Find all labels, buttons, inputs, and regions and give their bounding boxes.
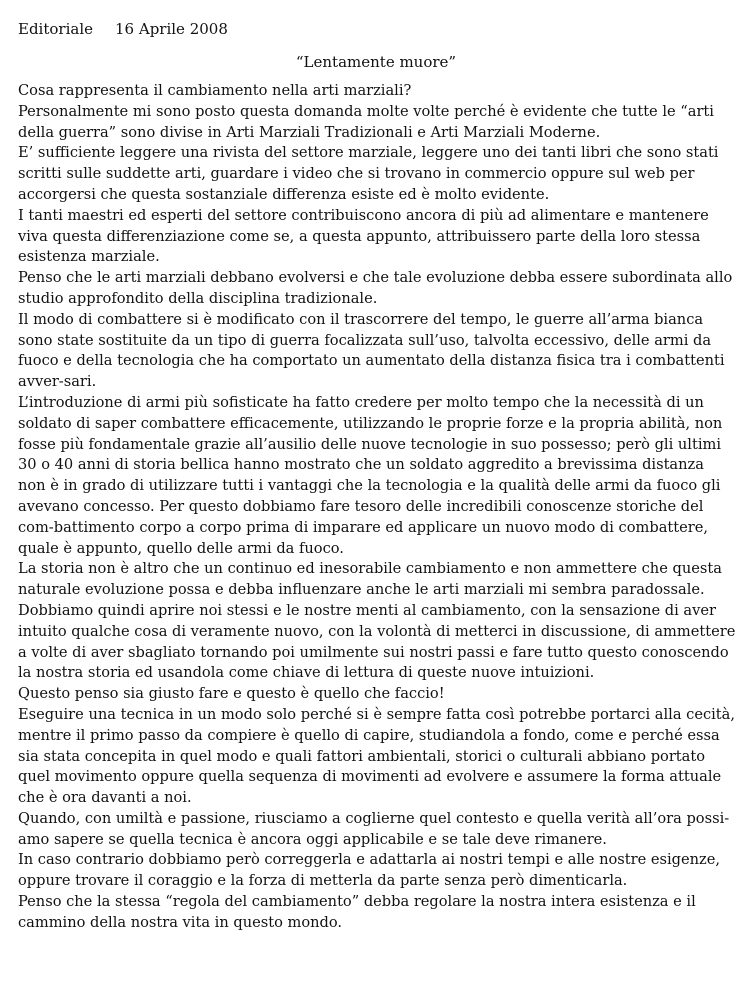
paragraph: Questo penso sia giusto fare e questo è quello che faccio! <box>18 685 445 703</box>
editorial-header <box>18 19 228 39</box>
publication-date: 16 Aprile 2008 <box>115 20 228 38</box>
article-body <box>18 81 736 934</box>
paragraph: Quando, con umiltà e passione, riusciamo a coglierne quel contesto e quella verità all’ora possi-amo sapere se quella tecnica è ancora oggi applicabile e se tale deve rimanere. <box>18 809 730 848</box>
paragraph: Penso che la stessa “regola del cambiamento” debba regolare la nostra intera esistenza e il cammino della nostra vita in questo mondo. <box>18 893 696 931</box>
paragraph: Eseguire una tecnica in un modo solo perché si è sempre fatta così potrebbe portarci alla cecità, mentre il primo passo da compiere è quello di capire, studiandola a fondo, come e perché essa sia stata concepita in quel modo e quali fattori ambientali, storici o culturali abbiano portato quel movimento oppure quella sequenza di movimenti ad evolvere e assumere la forma attuale che è ora davanti a noi. <box>18 705 736 807</box>
section-label: Editoriale <box>18 20 93 38</box>
paragraph: L’introduzione di armi più sofisticate ha fatto credere per molto tempo che la necessità di un soldato di saper combattere efficacemente, utilizzando le proprie forze e la propria abilità, non fosse più fondamentale grazie all’ausilio delle nuove tecnologie in suo possesso; però gli ultimi 30 o 40 anni di storia bellica hanno mostrato che un soldato aggredito a brevissima distanza non è in grado di utilizzare tutti i vantaggi che la tecnologia e la qualità delle armi da fuoco gli avevano concesso. Per questo dobbiamo fare tesoro delle incredibili conoscenze storiche del com-battimento corpo a corpo prima di imparare ed applicare un nuovo modo di combattere, quale è appunto, quello delle armi da fuoco. <box>18 393 723 557</box>
paragraph: Personalmente mi sono posto questa domanda molte volte perché è evidente che tutte le “arti della guerra” sono divise in Arti Marziali Tradizionali e Arti Marziali Moderne. <box>18 102 714 141</box>
paragraph: Cosa rappresenta il cambiamento nella arti marziali? <box>18 82 412 99</box>
article-title: “Lentamente muore” <box>295 53 457 71</box>
paragraph: E’ sufficiente leggere una rivista del settore marziale, leggere uno dei tanti libri che sono stati scritti sulle suddette arti, guardare i video che si trovano in commercio oppure sul web per accorgersi che questa sostanziale differenza esiste ed è molto evidente. <box>18 144 719 203</box>
paragraph: Dobbiamo quindi aprire noi stessi e le nostre menti al cambiamento, con la sensazione di aver intuito qualche cosa di veramente nuovo, con la volontà di metterci in discussione, di ammettere a volte di aver sbagliato tornando poi umilmente sui nostri passi e fare tutto questo conoscendo la nostra storia ed usandola come chiave di lettura di queste nuove intuizioni. <box>18 601 736 682</box>
paragraph: I tanti maestri ed esperti del settore contribuiscono ancora di più ad alimentare e mantenere viva questa differenziazione come se, a questa appunto, attribuissero parte della loro stessa esistenza marziale. <box>18 206 709 266</box>
paragraph: In caso contrario dobbiamo però correggerla e adattarla ai nostri tempi e alle nostre esigenze, oppure trovare il coraggio e la forza di metterla da parte senza però dimenticarla. <box>18 851 720 890</box>
paragraph: Penso che le arti marziali debbano evolversi e che tale evoluzione debba essere subordinata allo studio approfondito della disciplina tradizionale. <box>18 269 733 307</box>
paragraph: La storia non è altro che un continuo ed inesorabile cambiamento e non ammettere che questa naturale evoluzione possa e debba influenzare anche le arti marziali mi sembra paradossale. <box>18 560 722 599</box>
paragraph: Il modo di combattere si è modificato con il trascorrere del tempo, le guerre all’arma bianca sono state sostituite da un tipo di guerra focalizzata sull’uso, talvolta eccessivo, delle armi da fuoco e della tecnologia che ha comportato un aumentato della distanza fisica tra i combattenti avver-sari. <box>18 310 725 391</box>
